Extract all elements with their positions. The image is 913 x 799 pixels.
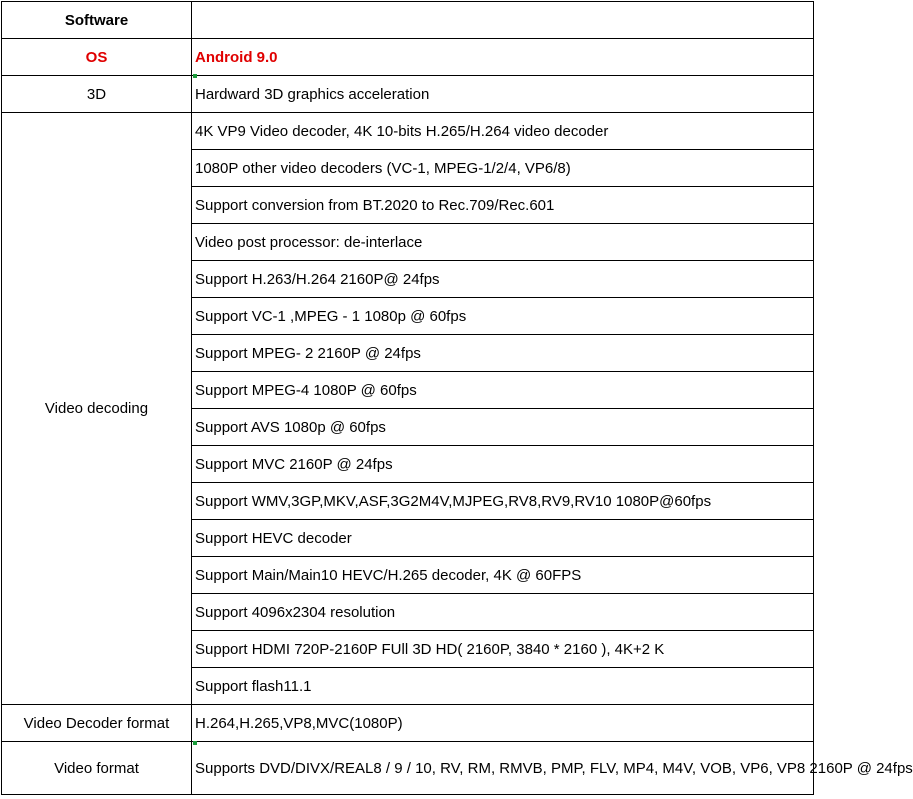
os-value: Android 9.0: [192, 39, 814, 76]
video-decoding-item: Support MPEG-4 1080P @ 60fps: [192, 372, 814, 409]
cell-comment-marker: [193, 74, 197, 78]
table-row-3d: [2, 76, 814, 113]
video-decoding-item: Support MVC 2160P @ 24fps: [192, 446, 814, 483]
video-decoding-label: Video decoding: [2, 113, 192, 705]
video-decoding-item: Support MPEG- 2 2160P @ 24fps: [192, 335, 814, 372]
video-decoding-item: Video post processor: de-interlace: [192, 224, 814, 261]
video-decoding-item: Support H.263/H.264 2160P@ 24fps: [192, 261, 814, 298]
video-decoding-item: Support HEVC decoder: [192, 520, 814, 557]
video-decoding-item: Support flash11.1: [192, 668, 814, 705]
video-decoding-item: Support 4096x2304 resolution: [192, 594, 814, 631]
graphics-label: 3D: [2, 76, 192, 113]
video-format-value: Supports DVD/DIVX/REAL8 / 9 / 10, RV, RM, RMVB, PMP, FLV, MP4, M4V, VOB, VP6, VP8 2160P @ 24fps: [192, 742, 814, 795]
video-decoding-item: Support AVS 1080p @ 60fps: [192, 409, 814, 446]
table-row-decoder-format: [2, 705, 814, 742]
video-decoding-item: Support HDMI 720P-2160P FUll 3D HD( 2160P, 3840 * 2160 ), 4K+2 K: [192, 631, 814, 668]
table-row-header: [2, 2, 814, 39]
os-label: OS: [2, 39, 192, 76]
video-decoding-item: 4K VP9 Video decoder, 4K 10-bits H.265/H.264 video decoder: [192, 113, 814, 150]
graphics-value: Hardward 3D graphics acceleration: [192, 76, 814, 113]
table-row-os: [2, 39, 814, 76]
decoder-format-value: H.264,H.265,VP8,MVC(1080P): [192, 705, 814, 742]
spec-sheet: [1, 1, 913, 795]
table-row-video-decoding: [2, 113, 814, 150]
video-decoding-item: Support Main/Main10 HEVC/H.265 decoder, 4K @ 60FPS: [192, 557, 814, 594]
section-header-value: [192, 2, 814, 39]
table-row-video-format: [2, 742, 814, 795]
video-decoding-item: 1080P other video decoders (VC-1, MPEG-1/2/4, VP6/8): [192, 150, 814, 187]
section-header-label: Software: [2, 2, 192, 39]
cell-comment-marker: [193, 741, 197, 745]
decoder-format-label: Video Decoder format: [2, 705, 192, 742]
video-format-label: Video format: [2, 742, 192, 795]
video-decoding-item: Support VC-1 ,MPEG - 1 1080p @ 60fps: [192, 298, 814, 335]
video-decoding-item: Support conversion from BT.2020 to Rec.709/Rec.601: [192, 187, 814, 224]
software-spec-table: [1, 1, 913, 795]
video-decoding-item: Support WMV,3GP,MKV,ASF,3G2M4V,MJPEG,RV8,RV9,RV10 1080P@60fps: [192, 483, 814, 520]
